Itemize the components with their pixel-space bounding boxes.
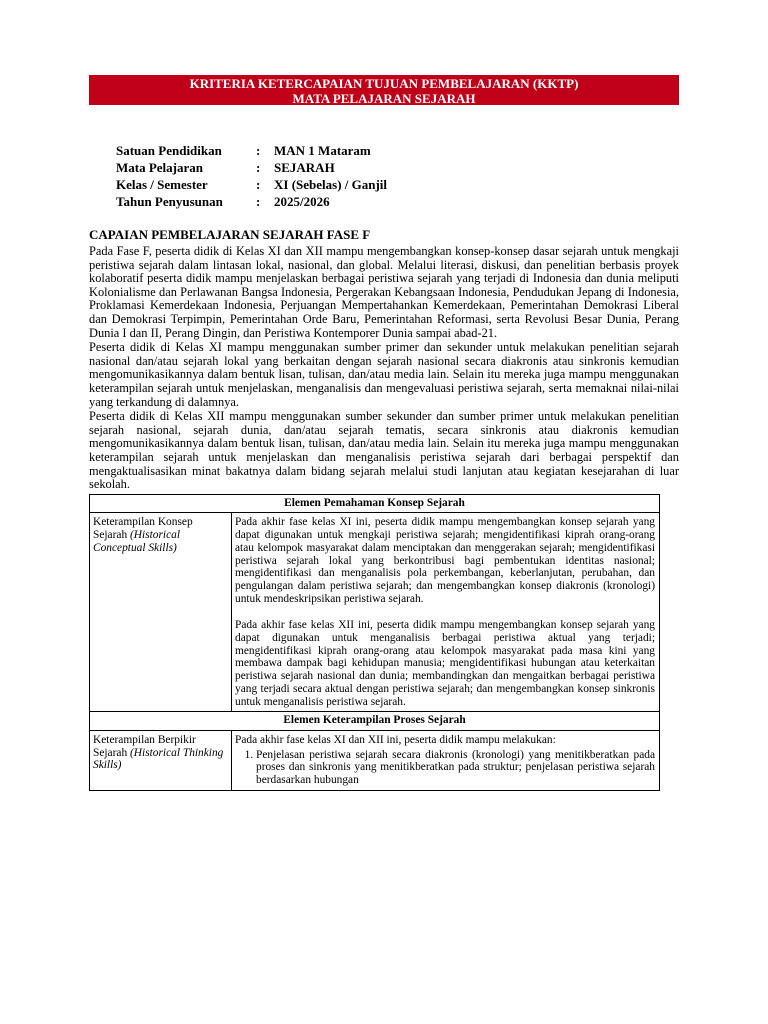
capaian-paragraph: Pada Fase F, peserta didik di Kelas XI dan XII mampu mengembangkan konsep-konsep dasar sejarah untuk mengkaji peristiwa sejarah dalam lintasan lokal, nasional, dan global. Melalui literasi, diskusi, dan penelitian berbasis proyek kolaboratif peserta didik mampu menjelaskan berbagai peristiwa sejarah yang terjadi di Indonesia dan dunia meliputi Kolonialisme dan Perlawanan Bangsa Indonesia, Pergerakan Kebangsaan Indonesia, Pendudukan Jepang di Indonesia, Proklamasi Kemerdekaan Indonesia, Perjuangan Mempertahankan Kemerdekaan, Pemerintahan Demokrasi Liberal dan Demokrasi Terpimpin, Pemerintahan Orde Baru, Pemerintahan Reformasi, serta Revolusi Besar Dunia, Perang Dunia I dan II, Perang Dingin, dan Peristiwa Kontemporer Dunia sampai abad-21. (89, 244, 679, 340)
element-label (90, 730, 232, 790)
identity-colon: : (256, 160, 261, 175)
elements-table (89, 494, 660, 791)
title-line-2: MATA PELAJARAN SEJARAH (292, 91, 476, 106)
identity-row (116, 193, 387, 210)
identity-value: SEJARAH (274, 160, 335, 175)
capaian-heading: CAPAIAN PEMBELAJARAN SEJARAH FASE F (89, 227, 371, 242)
capaian-paragraph: Peserta didik di Kelas XII mampu menggunakan sumber sekunder dan sumber primer untuk melakukan penelitian sejarah nasional, sejarah dunia, dan/atau sejarah tematis, secara sinkronis atau diakronis kemudian mengomunikasikannya dalam bentuk lisan, tulisan, dan/atau media lain. Selain itu mereka juga mampu menggunakan keterampilan sejarah untuk menjelaskan dan menganalisis peristiwa sejarah dari berbagai perspektif dan mengaktualisasikan minat bakatnya dalam bidang sejarah melalui studi lanjutan atau kegiatan kesejarahan di luar sekolah. (89, 409, 679, 492)
section-header-konsep: Elemen Pemahaman Konsep Sejarah (90, 494, 660, 513)
title-banner (89, 75, 679, 105)
identity-colon: : (256, 194, 261, 209)
element-label-italic: (Historical Conceptual Skills) (93, 529, 181, 554)
list-item: 1. Penjelasan peristiwa sejarah secara diakronis (kronologi) yang menitikberatkan pada proses dan sinkronis yang menitikberatkan pada struktur; penjelasan peristiwa sejarah berdasarkan hubungan (256, 749, 655, 787)
identity-colon: : (256, 143, 261, 158)
description-intro: Pada akhir fase kelas XI dan XII ini, peserta didik mampu melakukan: (235, 733, 556, 746)
element-label-italic: (Historical Thinking Skills) (93, 746, 224, 772)
element-label (90, 513, 232, 712)
element-description (232, 513, 660, 712)
identity-label: Satuan Pendidikan (116, 143, 222, 158)
identity-row (116, 176, 387, 193)
identity-label: Kelas / Semester (116, 177, 208, 192)
element-row-konsep (90, 513, 660, 712)
section-header-row (90, 494, 660, 513)
section-header-row (90, 712, 660, 731)
description-paragraph-xii: Pada akhir fase kelas XII ini, peserta didik mampu mengembangkan konsep sejarah yang dapat digunakan untuk menganalisis berbagai peristiwa aktual yang terjadi; mengidentifikasi kiprah orang-orang atau kelompok masyarakat pada masa kini yang membawa dampak bagi kehidupan manusia; mengidentifikasi hubungan atau keterkaitan peristiwa sejarah nasional dan dunia; membandingkan dan mengaitkan berbagai peristiwa yang terjadi secara aktual dengan peristiwa sejarah; dan mengembangkan konsep sinkronis untuk menganalisis peristiwa sejarah. (235, 619, 655, 708)
element-label-text: Keterampilan Berpikir Sejarah (93, 733, 196, 759)
element-row-proses (90, 730, 660, 790)
identity-table (116, 142, 387, 210)
identity-label: Tahun Penyusunan (116, 194, 223, 209)
description-paragraph-xi: Pada akhir fase kelas XI ini, peserta didik mampu mengembangkan konsep sejarah yang dapat digunakan untuk mengkaji peristiwa sejarah; mengidentifikasi kiprah orang-orang atau kelompok masyarakat dalam menciptakan dan menggerakan sejarah; mengidentifikasi peristiwa sejarah lokal yang berkontribusi bagi pembentukan identitas nasional; mengidentifikasi dan menganalisis pola perkembangan, keberlanjutan, perubahan, dan pengulangan dalam peristiwa sejarah; dan mengembangkan konsep diakronis (kronologi) untuk mendeskripsikan peristiwa sejarah. (235, 516, 655, 605)
section-header-proses: Elemen Keterampilan Proses Sejarah (90, 712, 660, 731)
element-description (232, 730, 660, 790)
document-page (89, 75, 679, 791)
element-label-text: Keterampilan Konsep Sejarah (93, 516, 193, 542)
identity-value: 2025/2026 (274, 194, 330, 209)
identity-label: Mata Pelajaran (116, 160, 204, 175)
capaian-paragraph: Peserta didik di Kelas XI mampu menggunakan sumber primer dan sekunder untuk melakukan penelitian sejarah nasional dan/atau sejarah lokal yang berkaitan dengan sejarah nasional secara diakronis atau sinkronis kemudian mengomunikasikannya dalam bentuk lisan, tulisan, dan/atau media lain. Selain itu mereka juga mampu menggunakan keterampilan sejarah untuk menjelaskan, menganalisis dan mengevaluasi peristiwa sejarah, serta memaknai nilai-nilai yang terkandung di dalamnya. (89, 340, 679, 409)
identity-row (116, 159, 387, 176)
identity-value: XI (Sebelas) / Ganjil (274, 177, 388, 192)
identity-row (116, 142, 387, 159)
paragraph-gap (235, 605, 655, 619)
title-line-1: KRITERIA KETERCAPAIAN TUJUAN PEMBELAJARAN (KKTP) (189, 76, 579, 91)
numbered-list (235, 749, 655, 787)
identity-value: MAN 1 Mataram (274, 143, 371, 158)
identity-colon: : (256, 177, 261, 192)
